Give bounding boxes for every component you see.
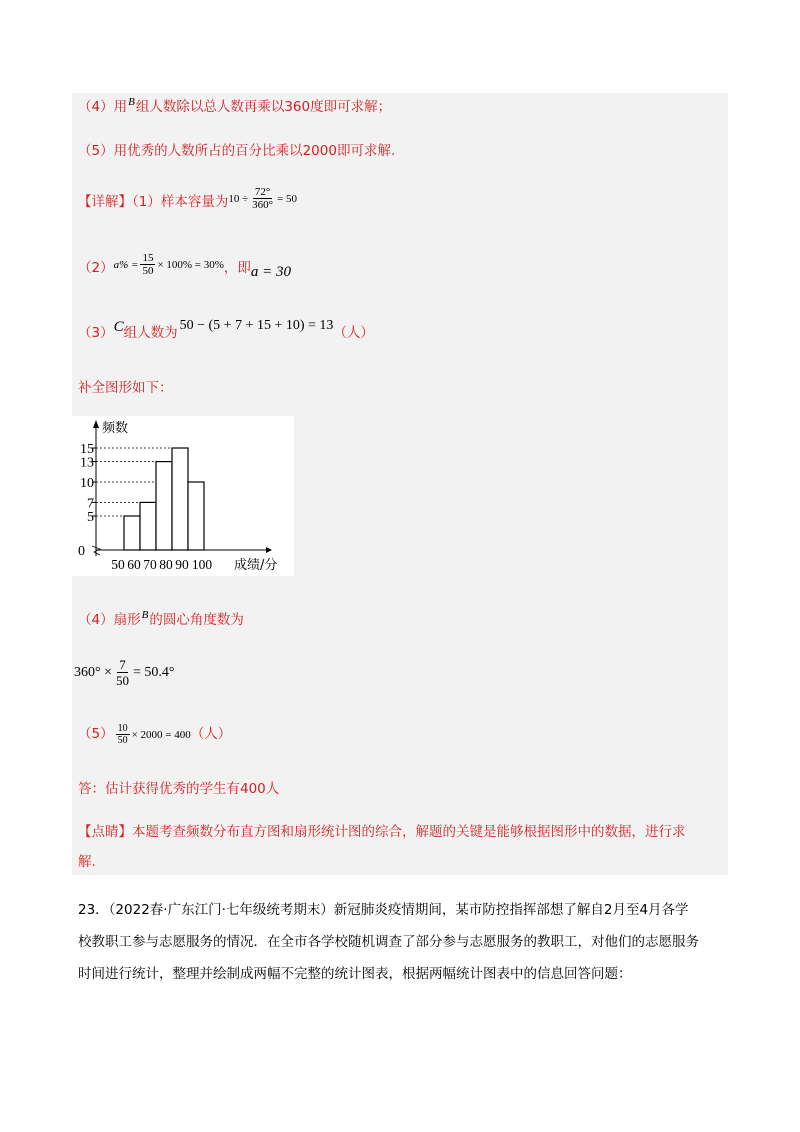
y-tick-label-0: 0 (78, 544, 85, 559)
hint-line-4 (78, 97, 391, 118)
detail-line-2 (78, 252, 291, 284)
p5-expr: × 2000 = 400 (131, 729, 191, 741)
comment-text-2: 解. (78, 854, 96, 870)
y-tick-label-15: 15 (80, 442, 94, 457)
bar-50-60 (124, 516, 140, 550)
p4-prefix: （4）扇形 (78, 612, 141, 628)
comment-text-1: 【点睛】本题考查频数分布直方图和扇形统计图的综合，解题的关键是能够根据图形中的数据，进行求 (78, 824, 686, 840)
p3-prefix: （3） (78, 325, 114, 341)
detail-line-5 (78, 718, 231, 750)
y-tick-label-10: 10 (80, 476, 94, 491)
complete-text: 补全图形如下： (78, 380, 173, 396)
p2-frac-den: 50 (142, 264, 154, 277)
question-text-3: 时间进行统计，整理并绘制成两幅不完整的统计图表，根据两幅统计图表中的信息回答问题： (78, 966, 632, 982)
y-tick-label-5: 5 (87, 510, 94, 525)
p2-fraction (140, 252, 155, 277)
p4-frac-den: 50 (116, 672, 129, 688)
histogram-svg (72, 416, 294, 576)
answer-text: 答：估计获得优秀的学生有400人 (78, 781, 280, 797)
p2-expr-c: a = 30 (250, 264, 292, 280)
x-tick-label-60: 60 (127, 557, 141, 572)
p3-var: C (113, 319, 124, 335)
p4-suffix: 的圆心角度数为 (149, 612, 244, 628)
detail-line-1 (78, 185, 298, 216)
comment-line-2 (78, 852, 96, 872)
question-23-line-2 (78, 932, 699, 952)
x-axis-arrow (266, 547, 272, 553)
detail-tag: 【详解】（1）样本容量为 (78, 194, 229, 210)
question-text-1: 23．（2022春·广东江门·七年级统考期末）新冠肺炎疫情期间，某市防控指挥部想了解自2月至4月各学 (78, 902, 689, 918)
p3-expr: 50 − (5 + 7 + 15 + 10) = 13 (179, 318, 334, 333)
p4-frac-num: 7 (119, 656, 126, 672)
histogram-chart (72, 416, 294, 576)
comment-line-1 (78, 822, 686, 842)
p4-expr-a: 360° × (74, 665, 112, 680)
x-tick-label-90: 90 (175, 557, 189, 572)
p2-expr-b: × 100% = 30% (157, 259, 224, 271)
x-tick-label-50: 50 (111, 557, 125, 572)
detail-line-3 (78, 318, 374, 348)
p5-frac-num: 10 (117, 722, 128, 734)
question-text-2: 校教职工参与志愿服务的情况．在全市各学校随机调查了部分参与志愿服务的教职工，对他们的志愿服务 (78, 934, 699, 950)
detail-expr-a: 10 ÷ (228, 193, 249, 205)
p2-expr-a: a% = (113, 259, 139, 271)
y-tick-label-13: 13 (80, 455, 94, 471)
x-axis-label: 成绩/分 (234, 558, 278, 573)
bar-60-70 (140, 502, 156, 550)
question-23-line-1 (78, 900, 689, 920)
hint-line-5 (78, 141, 395, 161)
detail-frac-num: 72° (254, 185, 271, 198)
answer-line (78, 779, 279, 799)
hint-4-suffix: 组人数除以总人数再乘以360度即可求解； (135, 99, 392, 115)
detail-frac-den: 360° (252, 198, 274, 211)
bar-70-80 (156, 462, 172, 550)
y-axis-label: 频数 (102, 421, 129, 436)
x-tick-label-80: 80 (159, 557, 173, 572)
p2-mid: ，即 (223, 260, 251, 276)
bar-80-90 (172, 448, 188, 550)
hint-5-text: （5）用优秀的人数所占的百分比乘以2000即可求解. (78, 143, 396, 159)
p2-prefix: （2） (78, 260, 114, 276)
p4-formula (74, 654, 175, 690)
p5-frac-den: 50 (117, 734, 128, 746)
p3-mid: 组人数为 (123, 325, 178, 341)
p3-suffix: （人） (333, 325, 374, 341)
bar-90-100 (188, 482, 204, 550)
p5-fraction (116, 723, 130, 746)
hint-4-var: B (128, 96, 135, 108)
complete-line (78, 378, 173, 398)
p4-expr-b: = 50.4° (133, 665, 175, 680)
p4-fraction (114, 657, 131, 688)
p2-frac-num: 15 (142, 251, 154, 264)
detail-expr-b: = 50 (277, 193, 298, 205)
x-tick-label-70: 70 (143, 557, 157, 572)
detail-line-4 (78, 610, 244, 631)
x-tick-label-100: 100 (191, 557, 213, 572)
p5-suffix: （人） (190, 726, 232, 742)
p5-prefix: （5） (78, 726, 114, 742)
question-23-line-3 (78, 964, 632, 984)
y-axis-arrow (93, 420, 99, 428)
detail-fraction (250, 186, 275, 211)
hint-4-prefix: （4）用 (78, 99, 128, 115)
p4-var: B (141, 609, 149, 621)
y-tick-label-7: 7 (87, 496, 94, 512)
